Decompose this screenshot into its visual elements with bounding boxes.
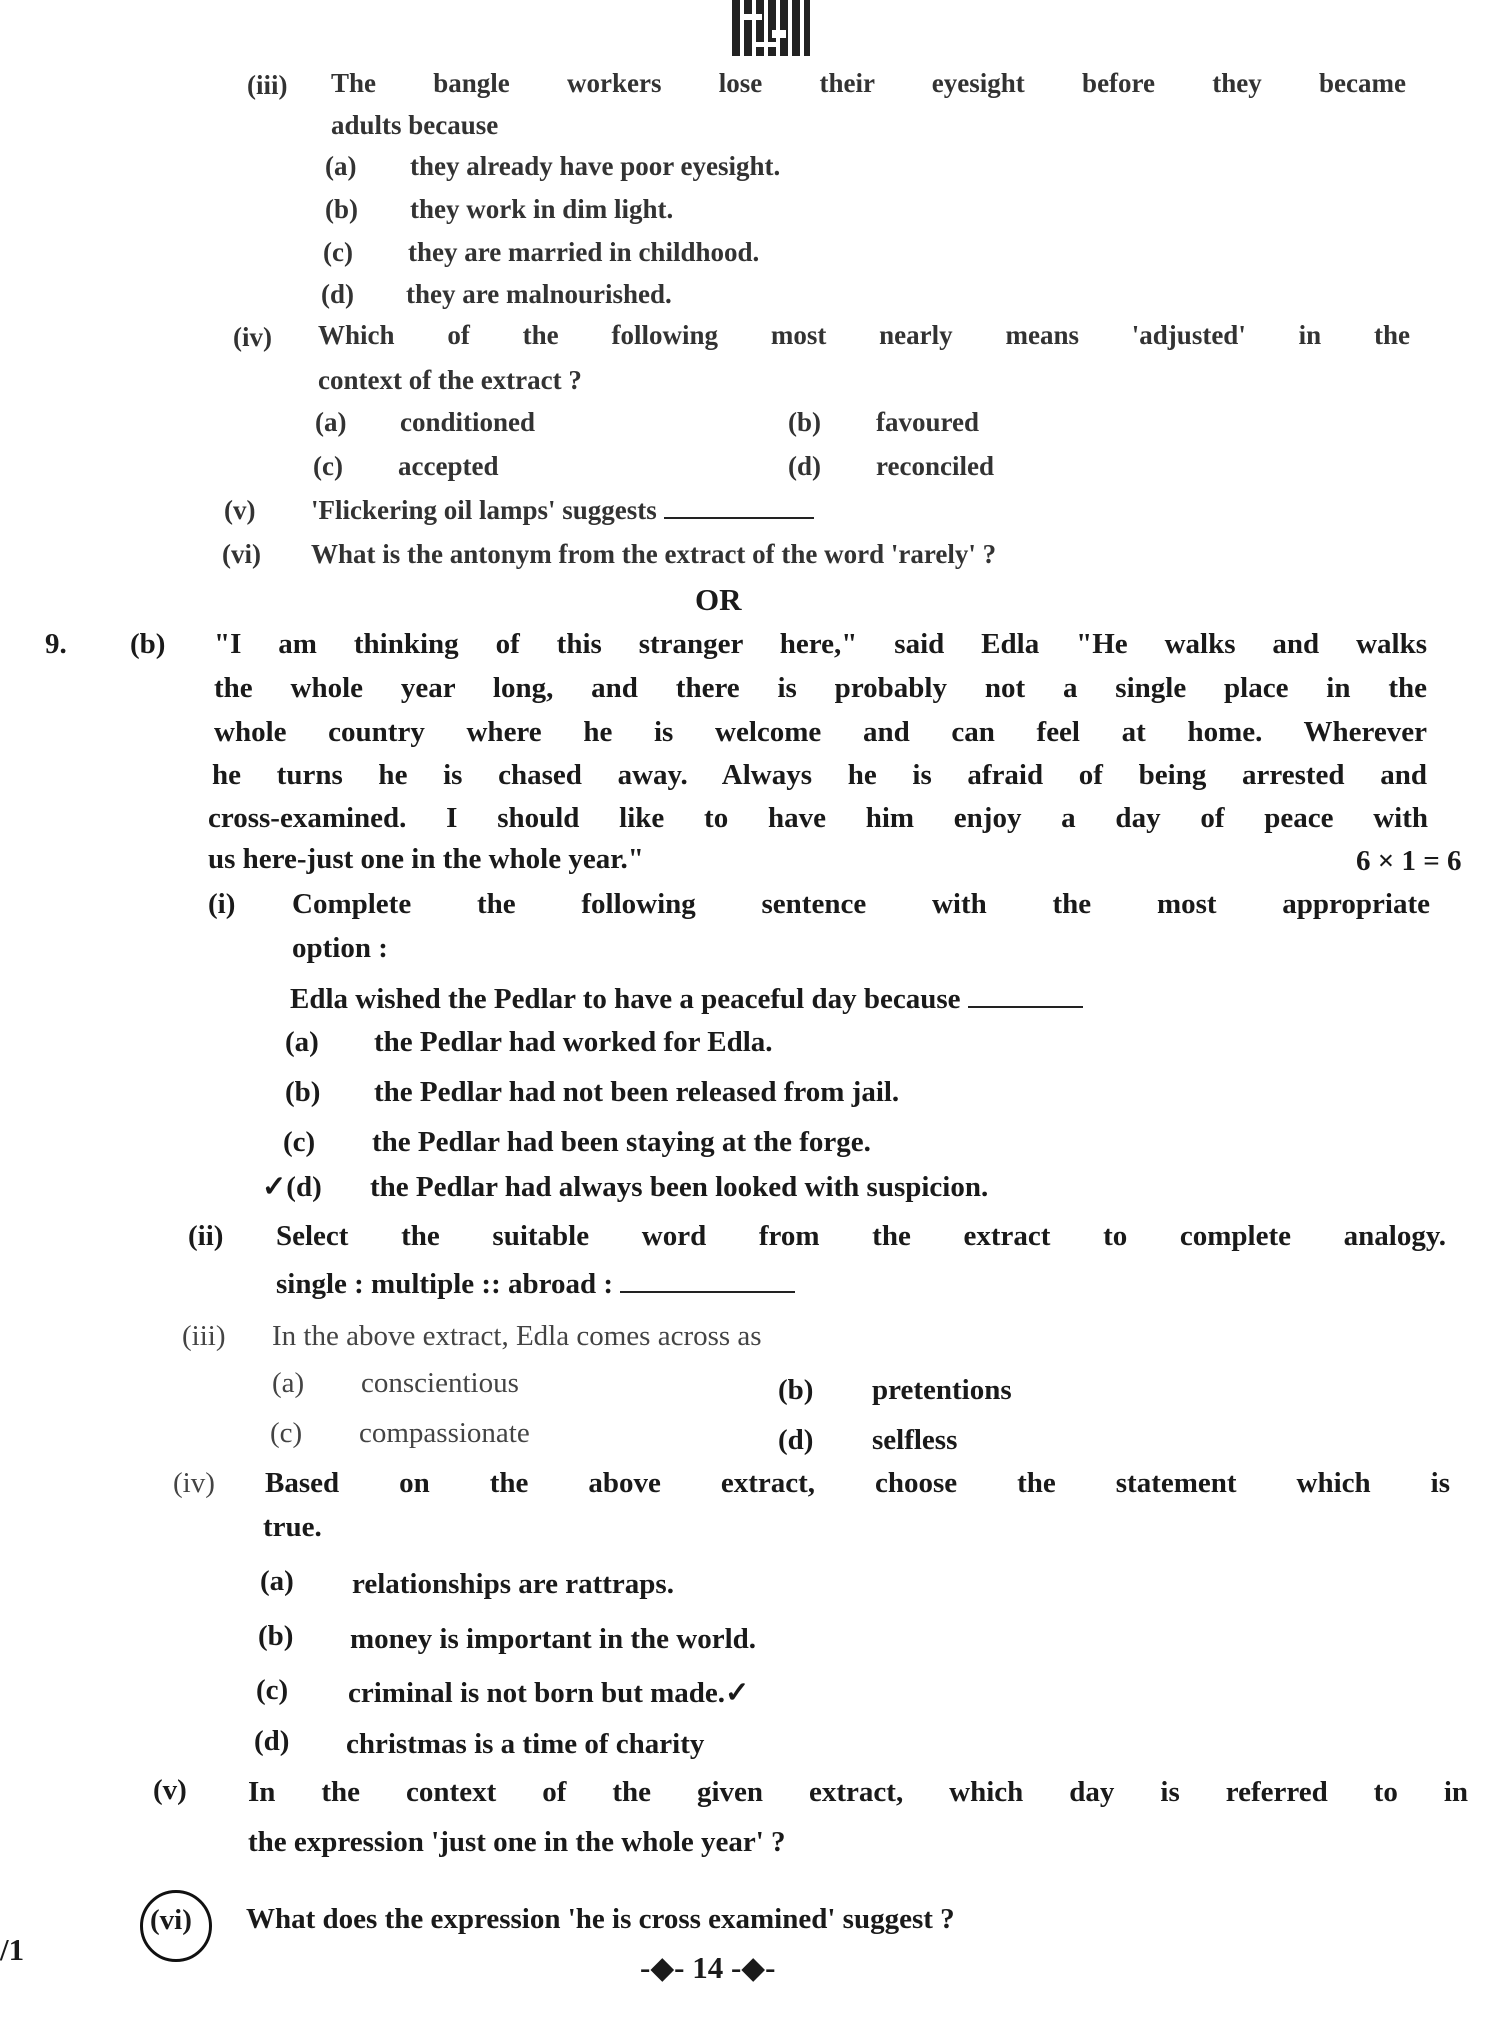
question-text: Complete the following sentence with the most appropriate <box>292 888 1430 920</box>
question-text: Select the suitable word from the extract to complete analogy. <box>276 1220 1446 1252</box>
question-number: (i) <box>208 888 236 920</box>
qr-code <box>732 0 810 56</box>
answer-blank <box>664 517 814 519</box>
option-text: the Pedlar had always been looked with suspicion. <box>370 1171 989 1203</box>
question-text <box>290 985 1083 1014</box>
question-text-content: Edla wished the Pedlar to have a peaceful day because <box>290 983 961 1015</box>
page-number: -◆- 14 -◆- <box>640 1950 776 1985</box>
option-label: (a) <box>260 1565 294 1597</box>
question-number: (iv) <box>233 322 272 352</box>
question-number: (iv) <box>173 1467 215 1499</box>
option-text: they are married in childhood. <box>408 237 760 267</box>
option-label: (d) <box>254 1725 290 1757</box>
option-text: the Pedlar had worked for Edla. <box>374 1026 773 1058</box>
option-label: (c) <box>313 451 343 481</box>
option-label: (a) <box>285 1026 319 1058</box>
question-text: In the context of the given extract, which day is referred to in <box>248 1776 1468 1808</box>
option-label: ✓(d) <box>262 1171 322 1203</box>
question-number: (iii) <box>182 1320 226 1352</box>
option-text: christmas is a time of charity <box>346 1728 705 1760</box>
question-number: (vi) <box>222 539 261 569</box>
option-label: (a) <box>272 1367 305 1399</box>
question-text: context of the extract ? <box>318 365 582 395</box>
question-text: Which of the following most nearly means 'adjusted' in the <box>318 320 1410 350</box>
question-text: adults because <box>331 110 499 140</box>
question-text <box>311 497 814 524</box>
answer-blank <box>620 1291 795 1293</box>
question-number: (ii) <box>188 1220 224 1252</box>
option-label: (b) <box>325 194 358 224</box>
question-text: the expression 'just one in the whole year' ? <box>248 1826 786 1858</box>
option-label: (b) <box>788 407 821 437</box>
question-text: Based on the above extract, choose the statement which is <box>265 1467 1450 1499</box>
passage-line: the whole year long, and there is probably not a single place in the <box>214 672 1427 704</box>
option-label: (b) <box>285 1076 321 1108</box>
option-label: (d) <box>788 451 821 481</box>
passage-line: whole country where he is welcome and can feel at home. Wherever <box>214 716 1427 748</box>
option-text: they work in dim light. <box>410 194 674 224</box>
option-text: money is important in the world. <box>350 1623 756 1655</box>
option-text: favoured <box>876 407 980 437</box>
margin-code: /1 <box>0 1932 25 1967</box>
option-text: they are malnourished. <box>406 279 672 309</box>
option-label: (a) <box>315 407 347 437</box>
question-text-content: single : multiple :: abroad : <box>276 1268 613 1300</box>
question-text: option : <box>292 932 388 964</box>
option-label: (d) <box>321 279 354 309</box>
option-text: reconciled <box>876 451 994 481</box>
option-text: pretentions <box>872 1374 1012 1406</box>
option-text: accepted <box>398 451 499 481</box>
option-label: (c) <box>283 1126 316 1158</box>
question-text: The bangle workers lose their eyesight before they became <box>331 68 1406 98</box>
option-label: (c) <box>323 237 353 267</box>
passage-line: he turns he is chased away. Always he is afraid of being arrested and <box>212 759 1427 791</box>
or-divider: OR <box>695 582 742 617</box>
question-text <box>276 1270 795 1299</box>
option-label: (c) <box>256 1674 289 1706</box>
passage-line: us here-just one in the whole year." <box>208 843 644 875</box>
answer-blank <box>968 1006 1083 1008</box>
question-number: (vi) <box>150 1904 192 1936</box>
passage-line: cross-examined. I should like to have him enjoy a day of peace with <box>208 802 1428 834</box>
question-text: In the above extract, Edla comes across as <box>272 1320 762 1352</box>
option-text: criminal is not born but made.✓ <box>348 1677 750 1709</box>
option-text: conditioned <box>400 407 536 437</box>
question-text: What does the expression 'he is cross examined' suggest ? <box>246 1903 955 1935</box>
option-label: (c) <box>270 1417 303 1449</box>
question-number: (iii) <box>247 70 288 100</box>
option-label: (d) <box>778 1424 814 1456</box>
option-label: (b) <box>258 1620 294 1652</box>
option-text: compassionate <box>359 1417 530 1449</box>
question-part: (b) <box>130 628 166 660</box>
question-text-content: 'Flickering oil lamps' suggests <box>311 495 657 525</box>
option-text: the Pedlar had been staying at the forge. <box>372 1126 871 1158</box>
question-text: What is the antonym from the extract of the word 'rarely' ? <box>311 539 997 569</box>
option-label: (b) <box>778 1374 814 1406</box>
passage-line: "I am thinking of this stranger here," said Edla "He walks and walks <box>214 628 1427 660</box>
question-text: true. <box>263 1511 322 1543</box>
option-text: the Pedlar had not been released from jail. <box>374 1076 900 1108</box>
question-number: 9. <box>45 628 67 660</box>
question-number: (v) <box>153 1774 187 1806</box>
marks: 6 × 1 = 6 <box>1356 845 1462 877</box>
option-text: relationships are rattraps. <box>352 1568 674 1600</box>
option-text: selfless <box>872 1424 958 1456</box>
option-text: conscientious <box>361 1367 519 1399</box>
option-label: (a) <box>325 151 357 181</box>
option-text: they already have poor eyesight. <box>410 151 781 181</box>
question-number: (v) <box>224 495 256 525</box>
